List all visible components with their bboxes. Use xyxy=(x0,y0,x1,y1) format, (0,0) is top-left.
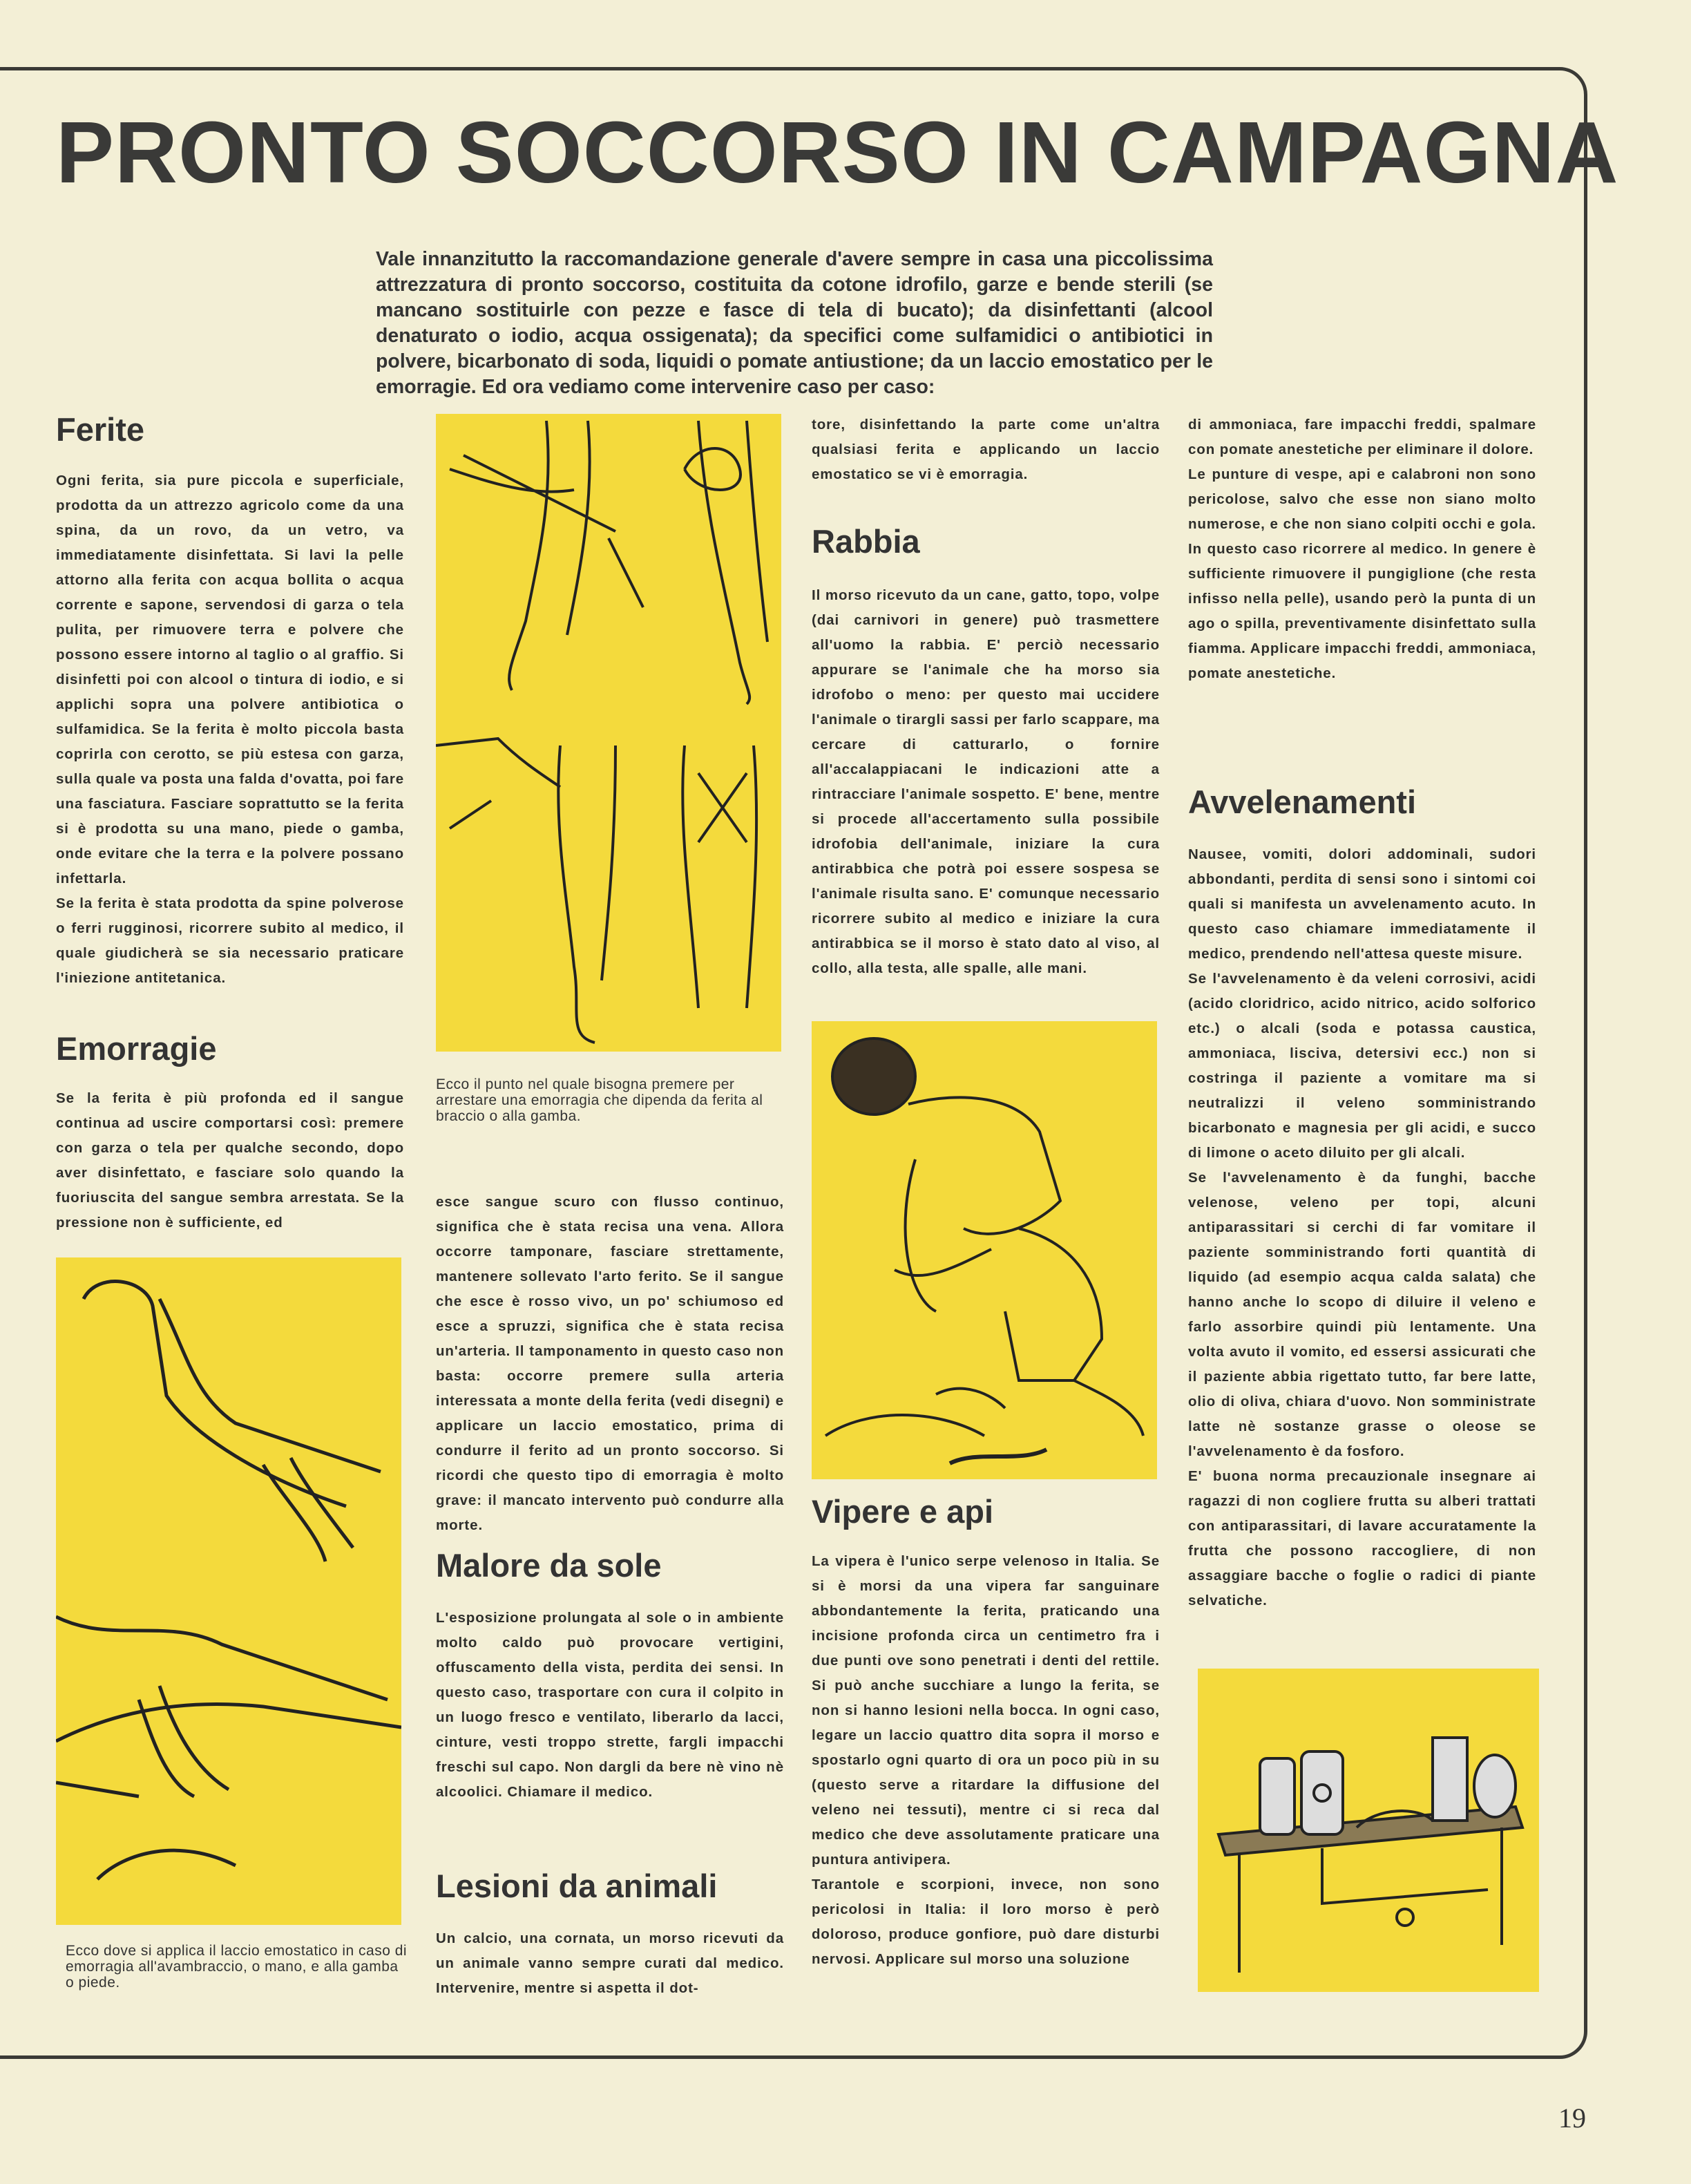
heading-ferite: Ferite xyxy=(56,411,144,448)
emorragie-paragraph: Se la ferita è più profonda ed il sangue continua ad uscire comportarsi così: premere con garza o tela per qualche secondo, dopo aver disinfettato, e fasciare solo quando la fuoriuscita del sangue sembra arrestata. Se la pressione non è sufficiente, ed xyxy=(56,1090,404,1231)
caption-tourniquet: Ecco dove si applica il laccio emostatico in caso di emorragia all'avambraccio, o mano, e alla gamba o piede. xyxy=(66,1943,408,1991)
section-emorragie-continued xyxy=(436,1190,784,1538)
vipere-paragraph: Tarantole e scorpioni, invece, non sono pericolosi in Italia: il loro morso è però doloroso, produce gonfiore, può dare disturbi nervosi. Applicare sul morso una soluzione xyxy=(812,1877,1160,1967)
vipere-paragraph: di ammoniaca, fare impacchi freddi, spalmare con pomate anestetiche per eliminare il dolore. xyxy=(1188,417,1536,457)
avvelenamenti-paragraph: Se l'avvelenamento è da veleni corrosivi, acidi (acido cloridrico, acido nitrico, acido solforico etc.) o alcali (soda e potassa caustica, ammoniaca, lisciva, detersivi ecc.) non si costringa il paziente a vomitare ma si neutralizzi il veleno somministrando bicarbonato e magnesia per gli acidi, e succo di limone o aceto diluito per gli alcali. xyxy=(1188,971,1536,1161)
malore-paragraph: L'esposizione prolungata al sole o in ambiente molto caldo può provocare vertigini, offuscamento della vista, perdita dei sensi. In questo caso, trasportare con cura il colpito in un luogo fresco e ventilato, liberarlo da lacci, cinture, vesti troppo strette, fargli impacchi freschi sul capo. Non dargli da bere nè vino nè alcoolici. Chiamare il medico. xyxy=(436,1610,784,1800)
snake-bite-illustration xyxy=(812,1021,1157,1479)
avvelenamenti-paragraph: Nausee, vomiti, dolori addominali, sudori abbondanti, perdita di sensi sono i sintomi coi quali si manifesta un avvelenamento acuto. In questo caso chiamare immediatamente il medico, prendendo nell'attesa queste misure. xyxy=(1188,846,1536,962)
avvelenamenti-paragraph: Se l'avvelenamento è da funghi, bacche velenose, veleno per topi, alcuni antiparassitari si cerchi di far vomitare il paziente somministrando forti quantità di liquido (ad esempio acqua calda salata) che hanno anche lo scopo di diluire il veleno e farlo assorbire quindi più lentamente. Una volta avuto il vomito, ed essersi assicurati che il paziente abbia rigettato tutto, far bere latte, olio di oliva, chiara d'uovo. Non somministrate latte nè sostanze grasse o oleose se l'avvelenamento è da fosforo. xyxy=(1188,1170,1536,1459)
section-vipere xyxy=(812,1492,1160,1972)
section-rabbia xyxy=(812,522,1160,981)
section-lesioni xyxy=(436,1867,784,2001)
heading-malore-da-sole: Malore da sole xyxy=(436,1547,662,1584)
emorragie-paragraph: esce sangue scuro con flusso continuo, significa che è stata recisa una vena. Allora occorre tamponare, fasciare strettamente, mantenere sollevato l'arto ferito. Se il sangue che esce è rosso vivo, un po' schiumoso ed esce a spruzzi, significa che è stata recisa un'arteria. Il tamponamento in questo caso non basta: occorre premere sulla arteria interessata a monte della ferita (vedi disegni) e applicare un laccio emostatico, prima di condurre il ferito ad un pronto soccorso. Si ricordi che questo tipo di emorragia è molto grave: il mancato intervento può condurre alla morte. xyxy=(436,1194,784,1533)
section-emorragie xyxy=(56,1029,404,1235)
ferite-paragraph: Ogni ferita, sia pure piccola e superficiale, prodotta da un attrezzo agricolo come da una spina, da un rovo, da un vetro, va immediatamente disinfettata. Si lavi la pelle attorno alla ferita con acqua bollita o acqua corrente e sapone, servendosi di garza o tela pulita, per rimuovere terra e polvere che possono essere intorno al taglio o al graffio. Si disinfetti poi con alcool o tintura di iodio, e si applichi sopra una polvere antibiotica o sulfamidica. Se la ferita è molto piccola basta coprirla con cerotto, se più estesa con garza, sulla quale va posta una falda d'ovatta, poi fare una fasciatura. Fasciare soprattutto se la ferita si è prodotta su una mano, piede o gamba, onde evitare che la terra e la polvere possano infettarla. xyxy=(56,473,404,886)
lesioni-paragraph: tore, disinfettando la parte come un'altra qualsiasi ferita e applicando un laccio emostatico se vi è emorragia. xyxy=(812,417,1160,482)
section-avvelenamenti xyxy=(1188,783,1536,1613)
heading-emorragie: Emorragie xyxy=(56,1030,217,1067)
section-ferite xyxy=(56,410,404,991)
rabbia-paragraph: Il morso ricevuto da un cane, gatto, topo, volpe (dai carnivori in genere) può trasmettere all'uomo la rabbia. E' perciò necessario appurare se l'animale che ha morso sia idrofobo o meno: per questo mai uccidere l'animale o tirargli sassi per farlo scappare, ma cercare di catturarlo, o fornire all'accalappiacani le indicazioni atte a rintracciare l'animale sospetto. E' bene, mentre si procede all'accertamento sulla possibile idrofobia dell'animale, iniziare la cura antirabbica che potrà poi essere sospesa se l'animale risulta sano. E' comunque necessario ricorrere subito al medico e iniziare la cura antirabbica se il morso è stato dato al viso, al collo, alla testa, alle spalle, alle mani. xyxy=(812,587,1160,976)
lesioni-paragraph: Un calcio, una cornata, un morso ricevuti da un animale vanno sempre curati dal medico. Intervenire, mentre si aspetta il dot- xyxy=(436,1930,784,1996)
tourniquet-illustration xyxy=(56,1257,401,1925)
heading-rabbia: Rabbia xyxy=(812,523,920,560)
ferite-paragraph: Se la ferita è stata prodotta da spine polverose o ferri rugginosi, ricorrere subito al medico, il quale giudicherà se sia necessario praticare l'iniezione antitetanica. xyxy=(56,895,404,986)
page-number: 19 xyxy=(1558,2102,1586,2134)
heading-lesioni-da-animali: Lesioni da animali xyxy=(436,1868,718,1904)
section-malore xyxy=(436,1546,784,1805)
avvelenamenti-paragraph: E' buona norma precauzionale insegnare ai ragazzi di non cogliere frutta su alberi trattati con antiparassitari, di lavare accuratamente la frutta che possono raccogliere, di non assaggiare bacche o foglie o radici di piante selvatiche. xyxy=(1188,1468,1536,1608)
page-title: PRONTO SOCCORSO IN CAMPAGNA xyxy=(56,104,1619,201)
caption-pressure-points: Ecco il punto nel quale bisogna premere per arrestare una emorragia che dipenda da ferita al braccio o alla gamba. xyxy=(436,1076,763,1124)
vipere-paragraph: La vipera è l'unico serpe velenoso in Italia. Se si è morsi da una vipera far sanguinare abbondantemente la ferita, praticando una incisione profonda circa un centimetro fra i due punti ove sono penetrati i denti del rettile. Si può anche succhiare a lungo la ferita, se non si hanno lesioni nella bocca. In ogni caso, legare un laccio quattro dita sopra il morso e spostarlo ogni quarto di ora un poco più in su (questo serve a ritardare la diffusione del veleno nei tessuti), mentre ci si reca dal medico che deve assolutamente praticare una puntura antivipera. xyxy=(812,1553,1160,1868)
intro-paragraph: Vale innanzitutto la raccomandazione generale d'avere sempre in casa una piccolissima attrezzatura di pronto soccorso, costituita da cotone idrofilo, garze e bende sterili (se mancano sostituirle con pezze e fasce di tela di bucato); da disinfettanti (alcool denaturato o iodio, acqua ossigenata); da specifici come sulfamidici o antibiotici in polvere, bicarbonato di soda, liquidi o pomate antiustione; da un laccio emostatico per le emorragie. Ed ora vediamo come intervenire caso per caso: xyxy=(376,247,1213,398)
section-lesioni-continued xyxy=(812,412,1160,487)
heading-vipere-e-api: Vipere e api xyxy=(812,1493,993,1530)
vipere-paragraph: Le punture di vespe, api e calabroni non sono pericolose, salvo che esse non siano molto numerose, e che non siano colpiti occhi e gola. In questo caso ricorrere al medico. In genere è sufficiente rimuovere il pungiglione (che resta infisso nella pelle), usando però la punta di un ago o spilla, preventivamente disinfettato sulla fiamma. Applicare impacchi freddi, ammoniaca, pomate anestetiche. xyxy=(1188,466,1536,681)
heading-avvelenamenti: Avvelenamenti xyxy=(1188,784,1417,820)
section-vipere-continued xyxy=(1188,412,1536,686)
pressure-points-illustration xyxy=(436,414,781,1052)
poisons-illustration xyxy=(1198,1669,1539,1992)
